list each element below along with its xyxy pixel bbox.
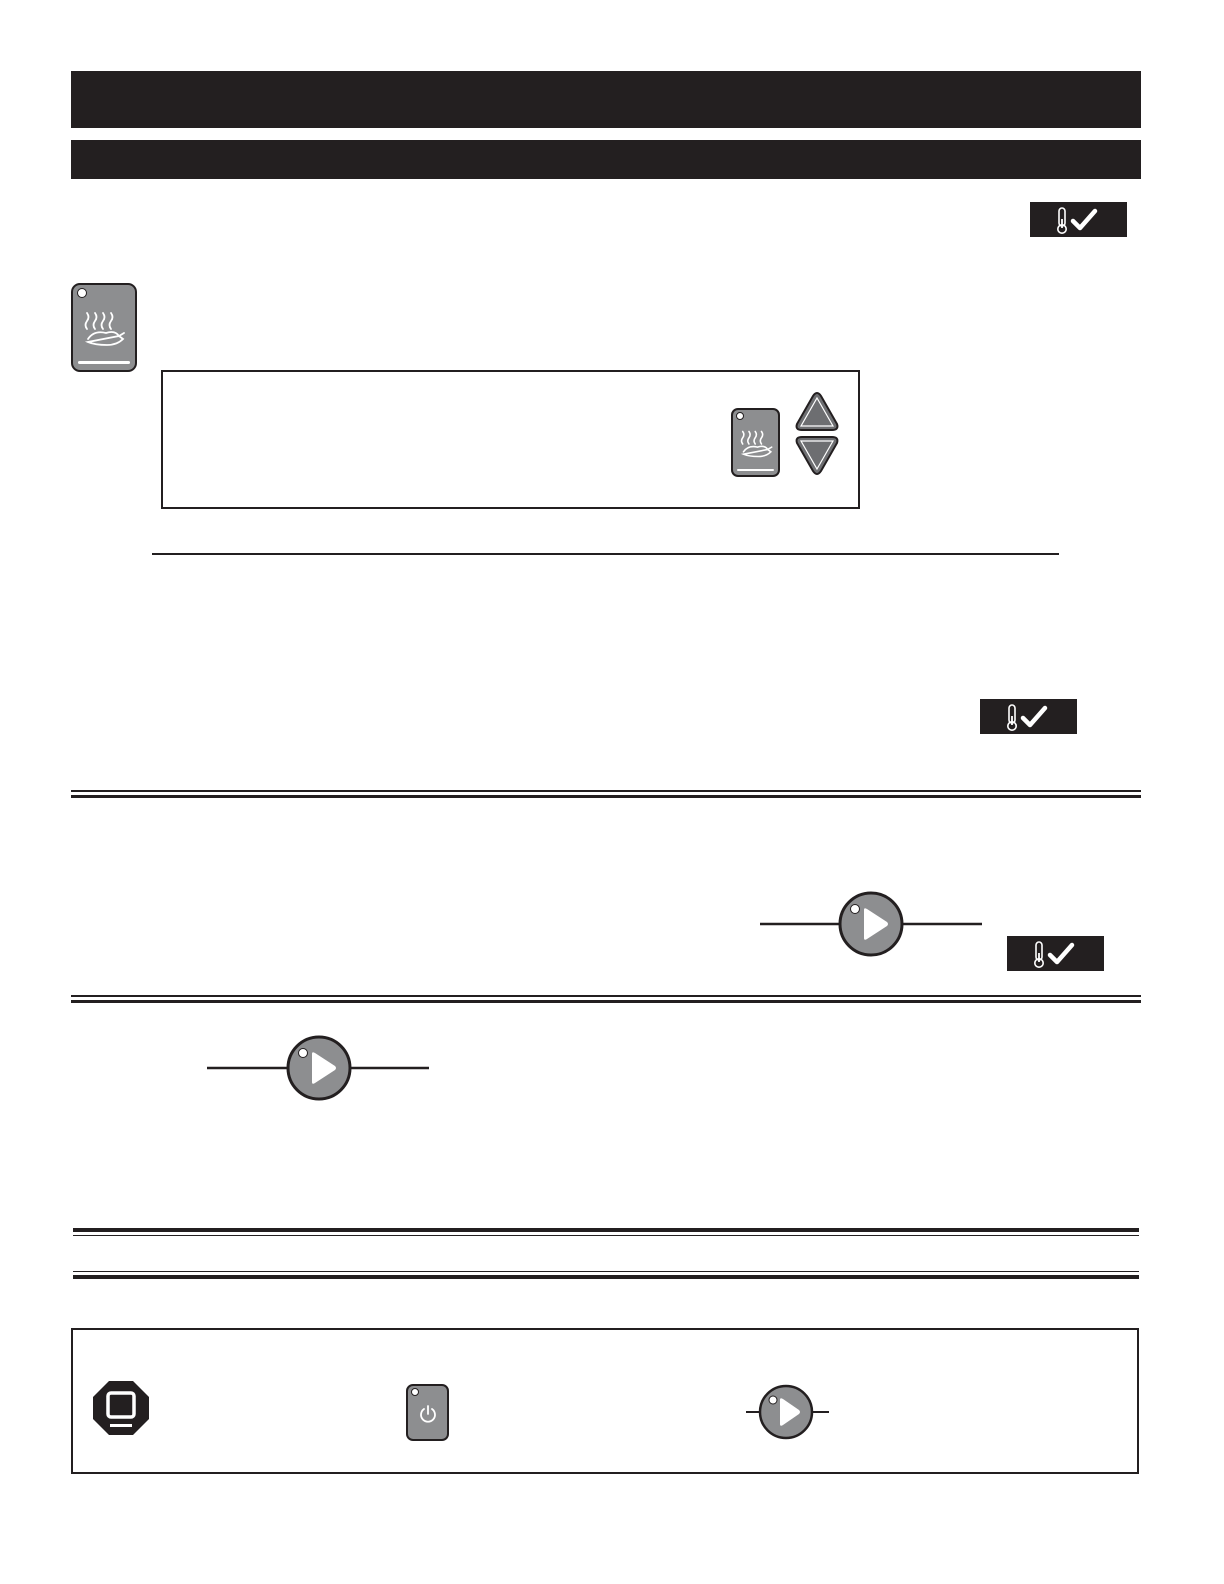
cook-roast-key-icon	[738, 428, 774, 460]
power-icon	[418, 1404, 438, 1424]
section-divider	[73, 1235, 1139, 1236]
temperature-ready-badge	[980, 699, 1077, 734]
temperature-ready-badge	[1030, 202, 1127, 237]
key-indicator-led	[411, 1388, 419, 1396]
thermometer-check-icon	[1049, 205, 1109, 235]
stop-button[interactable]	[91, 1379, 151, 1437]
start-button[interactable]	[760, 890, 984, 958]
temperature-ready-badge	[1007, 936, 1104, 971]
power-button[interactable]	[406, 1384, 449, 1441]
arrow-up-icon[interactable]	[794, 391, 840, 433]
key-indicator-led	[77, 288, 87, 298]
arrow-down-icon[interactable]	[794, 434, 840, 476]
key-underline	[78, 361, 130, 364]
section-divider	[71, 1000, 1141, 1003]
section-divider	[73, 1271, 1139, 1272]
control-keys-panel	[71, 1328, 1139, 1474]
thermometer-check-icon	[1026, 939, 1086, 969]
cook-key[interactable]	[71, 283, 137, 372]
header-bar-secondary	[71, 140, 1141, 179]
cook-roast-key-icon	[81, 309, 127, 349]
section-divider-heavy	[73, 1275, 1139, 1279]
section-divider-heavy	[73, 1228, 1139, 1232]
section-divider	[71, 790, 1141, 792]
cook-key-small[interactable]	[731, 408, 780, 477]
start-button[interactable]	[207, 1034, 431, 1102]
key-indicator-led	[736, 412, 744, 420]
start-button[interactable]	[746, 1383, 830, 1441]
section-divider-thin	[152, 553, 1059, 555]
section-divider	[71, 995, 1141, 997]
section-divider	[71, 795, 1141, 798]
header-bar-primary	[71, 71, 1141, 128]
thermometer-check-icon	[999, 702, 1059, 732]
key-underline	[737, 469, 775, 471]
